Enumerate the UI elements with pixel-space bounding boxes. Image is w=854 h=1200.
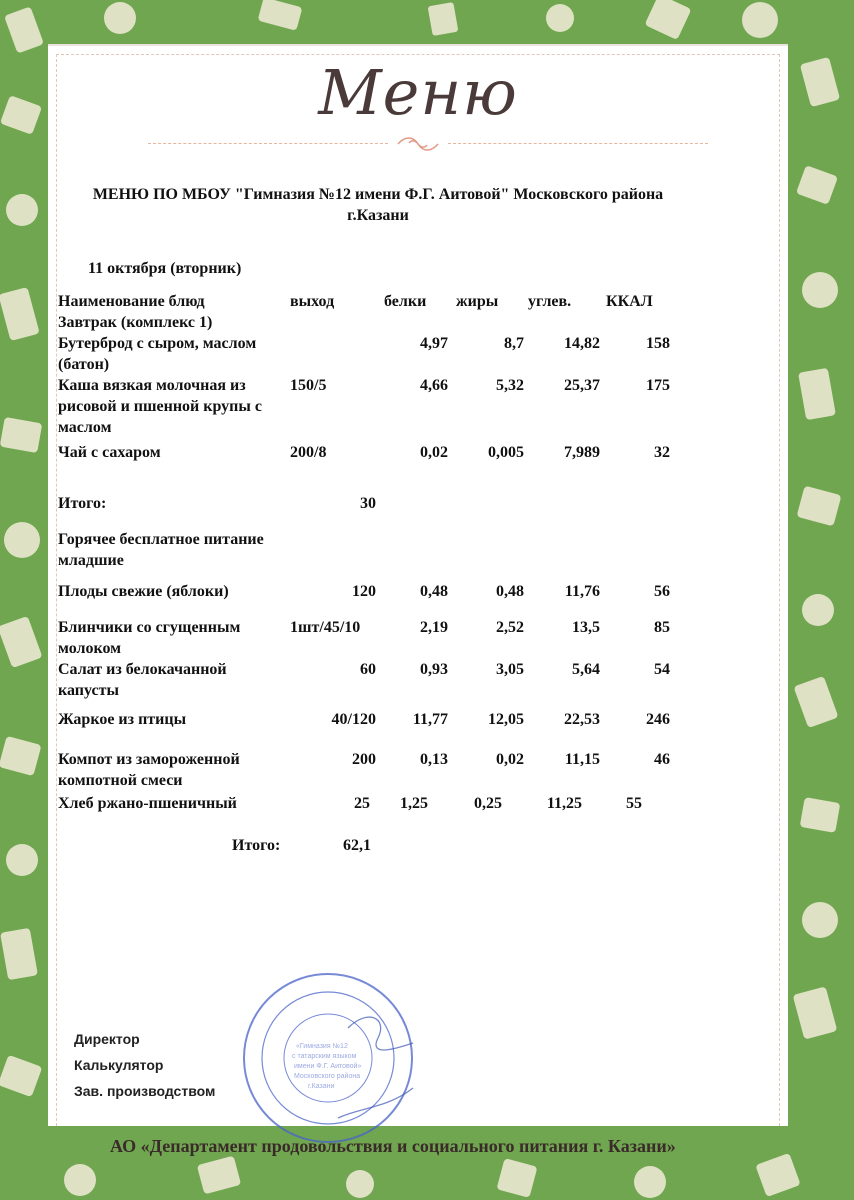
signature-calculator: Калькулятор xyxy=(74,1057,164,1073)
dish-kcal: 246 xyxy=(646,711,670,728)
dish-protein: 4,97 xyxy=(420,335,448,352)
dish-carbs: 7,989 xyxy=(564,444,600,461)
dish-protein: 0,48 xyxy=(420,583,448,600)
dish-name: Бутерброд с сыром, маслом (батон) xyxy=(58,335,257,373)
menu-sheet xyxy=(48,44,788,1126)
dish-carbs: 13,5 xyxy=(572,619,600,636)
dish-kcal: 54 xyxy=(654,661,670,678)
svg-text:«Гимназия №12: «Гимназия №12 xyxy=(296,1043,348,1050)
flourish-icon xyxy=(393,134,443,154)
section-label: Горячее бесплатное питание младшие xyxy=(58,531,264,569)
dish-fat: 5,32 xyxy=(496,377,524,394)
svg-text:имени Ф.Г. Аитовой»: имени Ф.Г. Аитовой» xyxy=(294,1063,362,1070)
dish-protein: 0,02 xyxy=(420,444,448,461)
col-header-protein: белки xyxy=(384,293,427,310)
dish-protein: 0,13 xyxy=(420,751,448,768)
dish-kcal: 46 xyxy=(654,751,670,768)
col-header-carbs: углев. xyxy=(528,293,572,310)
dish-fat: 12,05 xyxy=(488,711,524,728)
svg-text:Московского района: Московского района xyxy=(294,1073,361,1080)
signature-block xyxy=(74,1026,215,1104)
dish-output: 200 xyxy=(352,751,376,768)
table-row xyxy=(58,749,678,791)
section-label: Завтрак (комплекс 1) xyxy=(58,314,213,331)
table-row xyxy=(58,375,678,438)
table-row xyxy=(58,333,678,375)
dish-protein: 4,66 xyxy=(420,377,448,394)
dish-name: Чай с сахаром xyxy=(58,444,161,461)
dish-protein: 1,25 xyxy=(400,795,428,812)
total-value: 30 xyxy=(360,495,376,512)
svg-text:г.Казани: г.Казани xyxy=(308,1083,335,1090)
dish-carbs: 11,15 xyxy=(564,751,600,768)
dish-fat: 0,25 xyxy=(474,795,502,812)
table-row xyxy=(58,581,678,602)
dish-carbs: 14,82 xyxy=(564,335,600,352)
dish-kcal: 56 xyxy=(654,583,670,600)
title-rule-left xyxy=(148,143,388,144)
table-row xyxy=(58,617,678,659)
signature-director: Директор xyxy=(74,1031,140,1047)
dish-output: 1шт/45/10 xyxy=(290,619,361,636)
dish-carbs: 5,64 xyxy=(572,661,600,678)
total-row xyxy=(58,493,678,514)
table-header xyxy=(58,291,678,312)
col-header-output: выход xyxy=(290,293,335,310)
table-row xyxy=(58,442,678,463)
total-value: 62,1 xyxy=(343,837,371,854)
menu-title: Меню xyxy=(318,56,518,129)
dish-protein: 0,93 xyxy=(420,661,448,678)
dish-output: 120 xyxy=(352,583,376,600)
dish-kcal: 158 xyxy=(646,335,670,352)
table-row xyxy=(58,659,678,701)
official-stamp xyxy=(238,968,418,1148)
dish-fat: 0,02 xyxy=(496,751,524,768)
document-heading: МЕНЮ ПО МБОУ "Гимназия №12 имени Ф.Г. Аитовой" Московского района г.Казани xyxy=(92,186,664,224)
dish-name: Блинчики со сгущенным молоком xyxy=(58,619,241,657)
footer-organization: АО «Департамент продовольствия и социального питания г. Казани» xyxy=(110,1136,676,1156)
menu-date: 11 октября (вторник) xyxy=(88,260,242,277)
dish-fat: 0,48 xyxy=(496,583,524,600)
dish-kcal: 85 xyxy=(654,619,670,636)
dish-kcal: 55 xyxy=(626,795,642,812)
dish-output: 150/5 xyxy=(290,377,327,394)
table-row xyxy=(58,793,678,814)
dish-name: Салат из белокачанной капусты xyxy=(58,661,227,699)
dish-protein: 11,77 xyxy=(412,711,448,728)
dish-carbs: 11,25 xyxy=(546,795,582,812)
dish-carbs: 22,53 xyxy=(564,711,600,728)
dish-carbs: 25,37 xyxy=(564,377,600,394)
section-lunch xyxy=(58,529,678,571)
dish-kcal: 175 xyxy=(646,377,670,394)
dish-fat: 3,05 xyxy=(496,661,524,678)
dish-fat: 8,7 xyxy=(504,335,524,352)
dish-protein: 2,19 xyxy=(420,619,448,636)
total-row xyxy=(58,835,678,856)
dish-carbs: 11,76 xyxy=(564,583,600,600)
svg-text:с татарским языком: с татарским языком xyxy=(292,1053,357,1060)
dish-fat: 2,52 xyxy=(496,619,524,636)
total-label: Итого: xyxy=(58,495,107,512)
dish-output: 60 xyxy=(360,661,376,678)
signature-production-head: Зав. производством xyxy=(74,1083,216,1099)
dish-name: Компот из замороженной компотной смеси xyxy=(58,751,240,789)
dish-fat: 0,005 xyxy=(488,444,524,461)
col-header-name: Наименование блюд xyxy=(58,293,205,310)
dish-name: Жаркое из птицы xyxy=(58,711,187,728)
dish-name: Плоды свежие (яблоки) xyxy=(58,583,229,600)
dish-name: Каша вязкая молочная из рисовой и пшенной крупы с маслом xyxy=(58,377,262,436)
dish-output: 200/8 xyxy=(290,444,327,461)
col-header-kcal: ККАЛ xyxy=(606,293,653,310)
table-row xyxy=(58,709,678,730)
dish-name: Хлеб ржано-пшеничный xyxy=(58,795,237,812)
title-rule-right xyxy=(448,143,708,144)
col-header-fat: жиры xyxy=(456,293,499,310)
dish-kcal: 32 xyxy=(654,444,670,461)
dish-output: 40/120 xyxy=(331,711,376,728)
dish-output: 25 xyxy=(354,795,370,812)
total-label: Итого: xyxy=(232,837,281,854)
